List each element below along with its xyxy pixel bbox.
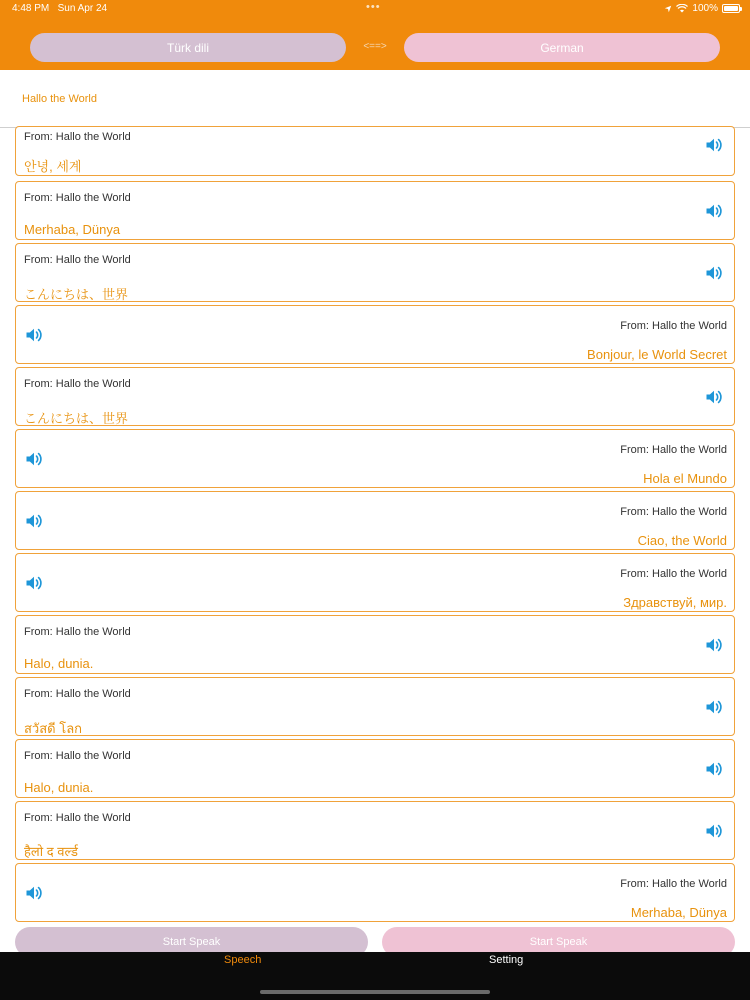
speaker-icon[interactable] bbox=[704, 387, 724, 407]
status-indicators bbox=[664, 3, 740, 14]
translation-card[interactable] bbox=[15, 126, 735, 176]
battery-percent: 100% bbox=[692, 3, 718, 14]
card-source-label: From: Hallo the World bbox=[24, 812, 131, 824]
translation-card[interactable] bbox=[15, 801, 735, 860]
card-translation-text: हैलो द वर्ल्ड bbox=[24, 844, 78, 859]
speaker-icon[interactable] bbox=[704, 635, 724, 655]
card-source-label: From: Hallo the World bbox=[620, 878, 727, 890]
swap-languages-button[interactable]: <==> bbox=[363, 41, 387, 52]
source-text-value[interactable]: Hallo the World bbox=[22, 93, 97, 105]
card-source-label: From: Hallo the World bbox=[620, 506, 727, 518]
card-source-label: From: Hallo the World bbox=[620, 320, 727, 332]
card-source-label: From: Hallo the World bbox=[620, 568, 727, 580]
speaker-icon[interactable] bbox=[24, 883, 44, 903]
wifi-icon bbox=[676, 4, 688, 13]
card-source-label: From: Hallo the World bbox=[24, 750, 131, 762]
translation-card[interactable] bbox=[15, 615, 735, 674]
translation-card[interactable] bbox=[15, 553, 735, 612]
card-translation-text: Merhaba, Dünya bbox=[24, 222, 121, 237]
speaker-icon[interactable] bbox=[24, 511, 44, 531]
start-speak-left-button[interactable]: Start Speak bbox=[15, 927, 368, 957]
card-source-label: From: Hallo the World bbox=[24, 378, 131, 390]
card-translation-text: Halo, dunia. bbox=[24, 780, 94, 795]
translation-card[interactable] bbox=[15, 243, 735, 302]
card-translation-text: こんにちは、世界 bbox=[24, 287, 129, 302]
status-time bbox=[12, 3, 107, 14]
speaker-icon[interactable] bbox=[704, 135, 724, 155]
battery-icon bbox=[722, 4, 740, 13]
speaker-icon[interactable] bbox=[704, 263, 724, 283]
translation-card[interactable] bbox=[15, 181, 735, 240]
card-translation-text: 안녕, 세계 bbox=[24, 159, 82, 174]
card-source-label: From: Hallo the World bbox=[24, 626, 131, 638]
card-translation-text: Merhaba, Dünya bbox=[630, 905, 727, 920]
speaker-icon[interactable] bbox=[704, 821, 724, 841]
top-bar bbox=[0, 0, 750, 70]
translation-card[interactable] bbox=[15, 863, 735, 922]
card-translation-text: こんにちは、世界 bbox=[24, 411, 129, 426]
card-translation-text: Bonjour, le World Secret bbox=[587, 347, 727, 362]
card-translation-text: Здравствуй, мир. bbox=[623, 595, 727, 610]
card-source-label: From: Hallo the World bbox=[24, 131, 131, 143]
source-language-button[interactable]: Türk dili bbox=[30, 33, 346, 62]
translation-card[interactable] bbox=[15, 429, 735, 488]
card-source-label: From: Hallo the World bbox=[24, 254, 131, 266]
card-source-label: From: Hallo the World bbox=[24, 688, 131, 700]
translation-card[interactable] bbox=[15, 491, 735, 550]
tab-speech[interactable]: Speech bbox=[224, 954, 262, 966]
card-source-label: From: Hallo the World bbox=[24, 192, 131, 204]
translation-card[interactable] bbox=[15, 367, 735, 426]
target-language-button[interactable]: German bbox=[404, 33, 720, 62]
status-date: Sun Apr 24 bbox=[57, 3, 108, 14]
home-indicator bbox=[260, 990, 490, 994]
location-icon bbox=[664, 5, 672, 13]
source-text-field[interactable] bbox=[0, 70, 750, 128]
card-translation-text: สวัสดี โลก bbox=[24, 721, 83, 736]
start-speak-right-button[interactable]: Start Speak bbox=[382, 927, 735, 957]
speaker-icon[interactable] bbox=[24, 449, 44, 469]
speaker-icon[interactable] bbox=[24, 573, 44, 593]
speaker-icon[interactable] bbox=[24, 325, 44, 345]
speaker-icon[interactable] bbox=[704, 759, 724, 779]
speaker-icon[interactable] bbox=[704, 201, 724, 221]
translation-card[interactable] bbox=[15, 677, 735, 736]
card-translation-text: Halo, dunia. bbox=[24, 656, 94, 671]
status-clock: 4:48 PM bbox=[12, 3, 50, 14]
translation-card[interactable] bbox=[15, 739, 735, 798]
tab-bar bbox=[0, 952, 750, 1000]
translation-card[interactable] bbox=[15, 305, 735, 364]
card-translation-text: Hola el Mundo bbox=[643, 471, 727, 486]
card-source-label: From: Hallo the World bbox=[620, 444, 727, 456]
multitask-dots[interactable]: ••• bbox=[366, 1, 381, 13]
speaker-icon[interactable] bbox=[704, 697, 724, 717]
card-translation-text: Ciao, the World bbox=[637, 533, 727, 548]
tab-setting[interactable]: Setting bbox=[489, 954, 524, 966]
